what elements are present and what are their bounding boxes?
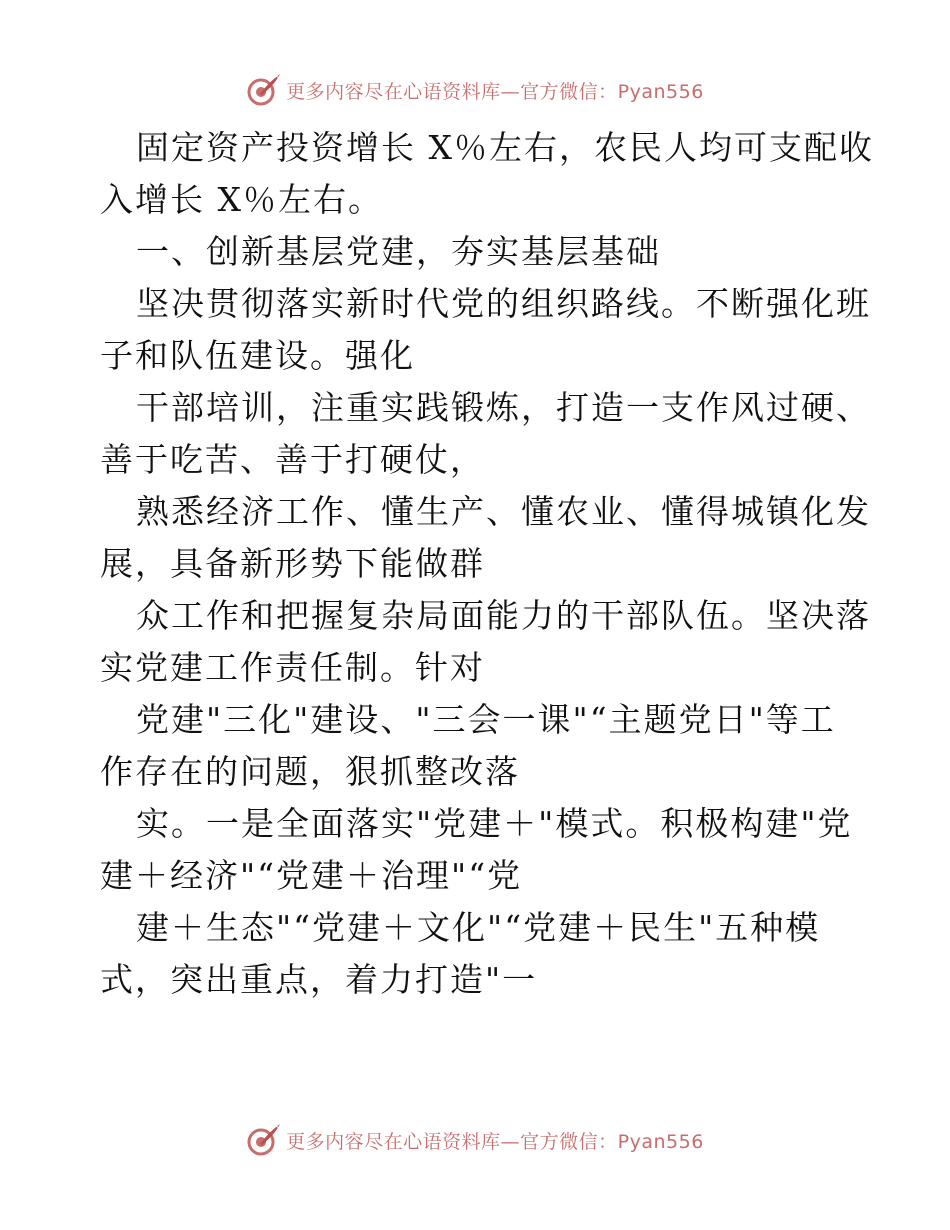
text-line: 众工作和把握复杂局面能力的干部队伍。坚决落 <box>136 596 871 635</box>
paragraph-7 <box>100 798 860 902</box>
paragraph-4 <box>100 486 871 590</box>
text-line: 党建"三化"建设、"三会一课"“主题党日"等工 <box>136 700 836 739</box>
text-line: 建＋经济"“党建＋治理"“党 <box>100 856 523 895</box>
paragraph-1 <box>100 122 874 226</box>
text-line: 展，具备新形势下能做群 <box>100 544 485 583</box>
watermark-handle: Pyan556 <box>617 80 704 103</box>
document-body <box>100 122 874 1006</box>
text-line: 作存在的问题，狠抓整改落 <box>100 752 520 791</box>
feather-pen-logo-icon <box>246 72 282 108</box>
text-line: 固定资产投资增长 X％左右，农民人均可支配收 <box>136 128 874 167</box>
footer-watermark <box>0 1120 950 1160</box>
watermark-text <box>286 1127 704 1154</box>
text-line: 实党建工作责任制。针对 <box>100 648 485 687</box>
text-line: 入增长 X％左右。 <box>100 180 383 219</box>
section-heading <box>100 226 860 278</box>
watermark-label: 更多内容尽在心语资料库—官方微信： <box>286 1130 618 1153</box>
text-line: 熟悉经济工作、懂生产、懂农业、懂得城镇化发 <box>136 492 871 531</box>
paragraph-2 <box>100 278 871 382</box>
text-line: 干部培训，注重实践锻炼，打造一支作风过硬、 <box>136 388 871 427</box>
heading-line: 一、创新基层党建，夯实基层基础 <box>136 232 661 271</box>
text-line: 坚决贯彻落实新时代党的组织路线。不断强化班 <box>136 284 871 323</box>
feather-pen-logo-icon <box>246 1122 282 1158</box>
watermark-text <box>286 77 704 104</box>
paragraph-6 <box>100 694 860 798</box>
text-line: 式，突出重点，着力打造"一 <box>100 960 538 999</box>
text-line: 子和队伍建设。强化 <box>100 336 415 375</box>
header-watermark <box>0 70 950 110</box>
text-line: 建＋生态"“党建＋文化"“党建＋民生"五种模 <box>136 908 821 947</box>
text-line: 实。一是全面落实"党建＋"模式。积极构建"党 <box>136 804 853 843</box>
watermark-label: 更多内容尽在心语资料库—官方微信： <box>286 80 618 103</box>
paragraph-8 <box>100 902 860 1006</box>
text-line: 善于吃苦、善于打硬仗， <box>100 440 485 479</box>
paragraph-5 <box>100 590 871 694</box>
watermark-handle: Pyan556 <box>617 1130 704 1153</box>
paragraph-3 <box>100 382 871 486</box>
